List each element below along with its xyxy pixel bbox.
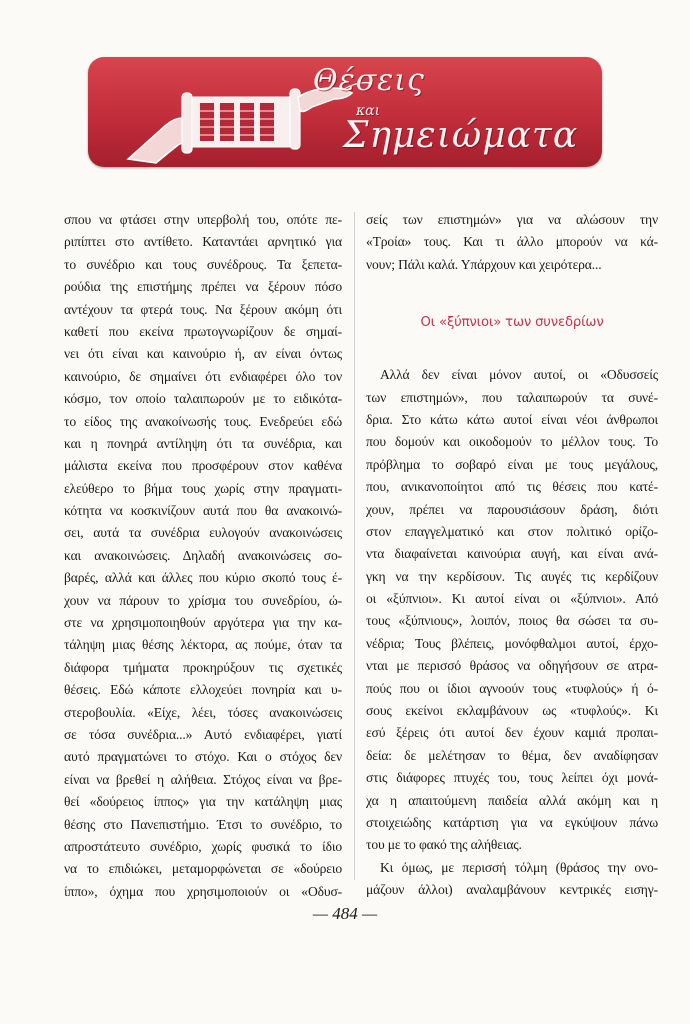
- banner-title-line-1: Θέσεις: [313, 63, 425, 98]
- text-line: χουν να πάρουν το χρίσμα του συνεδρίου, ώ-: [64, 592, 342, 608]
- text-line: «Τροία» τους. Και τι άλλο μπορούν να κά-: [366, 234, 658, 250]
- text-line: στε να χρησιμοποιηθούν αργότερα για την κα-: [64, 615, 342, 631]
- text-line: στις διάφορες πτυχές του, τους λείπει όχι μονά-: [366, 770, 658, 786]
- text-line: που δομούν και οικοδομούν το μέλλον τους. Το: [366, 434, 658, 450]
- text-line: στον επαγγελματικό και στον πολιτικό ορίζο-: [366, 523, 658, 539]
- text-line: βαρές, αλλά και άλλες που κύριο σκοπό τους έ-: [64, 570, 342, 586]
- text-line: του με το φακό της αλήθειας.: [366, 837, 522, 853]
- text-line: χα η απαιτούμενη παιδεία αλλά ακόμη και η: [366, 792, 658, 808]
- text-line: κόσμο, τον οποίο ταλαιπωρούν με το ειδικότα-: [64, 391, 342, 407]
- text-line: καθετί που εκείνα πρωτογνωρίζουν δε σημαί-: [64, 323, 342, 339]
- text-line: και η πονηρά αντίληψη ότι τα συνέδρια, και: [64, 435, 342, 451]
- text-line: και ανακοινώσεις. Δηλαδή ανακοινώσεις σο-: [64, 547, 342, 563]
- text-line: σε τόσα συνέδρια...» Αυτό ενδιαφέρει, γιατί: [64, 726, 342, 742]
- column-divider: [354, 212, 355, 880]
- text-line: χουν, πρέπει να παρουσιάσουν δράση, διότι: [366, 501, 658, 517]
- text-line: θεί «δούρειος ίππος» για την κατάληψη μιας: [64, 794, 342, 810]
- text-line: θέσης στο Πανεπιστήμιο. Έτσι το συνέδριο, το: [64, 816, 342, 832]
- text-line: αντέχουν τα φτερά τους. Να ξέρουν ακόμη ότι: [64, 301, 342, 317]
- text-line: αυτό πραγματώνει το στόχο. Και ο στόχος δεν: [64, 749, 342, 765]
- text-line: τους «ξύπνιους», λοιπόν, ποιος θα σώσει τα συ-: [366, 613, 658, 629]
- text-line: Κι όμως, με περισσή τόλμη (θράσος την ονο-: [380, 859, 658, 875]
- text-line: ίππο», όχημα που χρησιμοποιούν οι «Οδυσ-: [64, 883, 342, 899]
- text-line: ελεύθερο το βήμα τους χωρίς στην πραγματι-: [64, 480, 342, 496]
- text-line: σους εκείνοι εκλαμβάνουν ως «τυφλούς». Κι: [366, 703, 658, 719]
- text-line: να το επιδιώκει, μεταμορφώνεται σε «δούρειο: [64, 861, 342, 877]
- text-line: των επιστημών», που ταλαιπωρούν τα συνέ-: [366, 389, 658, 405]
- text-line: κότητα να κοσκινίζουν αυτά που θα ανακοινώ-: [64, 503, 342, 519]
- text-line: μάζουν άλλοι) αναλαμβάνουν κεντρικές εισηγ-: [366, 882, 658, 898]
- text-line: γκη να την κερδίσουν. Τις αυγές τις κερδίζουν: [366, 568, 658, 584]
- text-line: εσύ ξέρεις ότι αυτοί δεν έχουν καμιά προπαι-: [366, 725, 658, 741]
- text-line: θέσεις. Εδώ κάποτε ελλοχεύει πονηρία και υ-: [64, 682, 342, 698]
- text-line: νέδρια; Τους βλέπεις, μονόφθαλμοι αυτοί, έρχο-: [366, 635, 658, 651]
- text-line: που, ανικανοποίητοι από τις θέσεις που κατέ-: [366, 479, 658, 495]
- page-number: — 484 —: [312, 904, 378, 923]
- text-line: νται με περισσό θράσος να οδηγήσουν σε ατρα-: [366, 658, 658, 674]
- text-line: το είδος της ανακοίνωσής τους. Ενεδρεύει εδώ: [64, 413, 342, 429]
- text-line: νει ότι είναι και καινούριο ή, αν είναι όντως: [64, 346, 342, 362]
- text-line: πρόβλημα το σοβαρό είναι με τους μεγάλους,: [366, 456, 658, 472]
- text-line: το συνέδριο και τους συνέδρους. Τα ξεπετα-: [64, 256, 342, 272]
- section-subheading: Οι «ξύπνιοι» των συνεδρίων: [420, 315, 604, 331]
- text-line: πούς που οι ίδιοι αγνοούν τους «τυφλούς» ή ό-: [366, 680, 658, 696]
- text-column-right: [366, 209, 658, 902]
- text-line: ντα διαφαίνεται καινούρια αυγή, και είναι ανά-: [366, 546, 658, 562]
- banner-title-line-3: Σημειώματα: [343, 115, 579, 156]
- text-line: διάφορα τμήματα προκηρύξουν τις σχετικές: [64, 659, 342, 675]
- text-line: σει, αυτά τα συνέδρια ευλογούν ανακοινώσεις: [64, 525, 342, 541]
- text-line: ρούδια της επιστήμης πρέπει να ξέρουν πόσο: [64, 279, 342, 295]
- text-line: στεροβουλία. «Είχε, λέει, τόσες ανακοινώσεις: [64, 704, 342, 720]
- text-column-left: [64, 209, 342, 903]
- text-line: σείς των επιστημών» για να αλώσουν την: [366, 212, 658, 227]
- text-line: νουν; Πάλι καλά. Υπάρχουν και χειρότερα...: [366, 256, 602, 272]
- text-line: μάλιστα εκείνα που προσφέρουν στον καθένα: [64, 458, 342, 474]
- banner-title-line-2: και: [356, 103, 381, 119]
- text-line: τάληψη μιας θέσης λέκτορα, ας πούμε, όταν τα: [64, 637, 342, 653]
- text-line: δρια. Στο κάτω κάτω αυτοί είναι νέοι άνθρωποι: [366, 411, 658, 427]
- text-line: σπου να φτάσει στην υπερβολή του, οπότε πε-: [64, 212, 342, 227]
- header-banner: [88, 57, 602, 167]
- text-line: οι «ξύπνιοι». Κι αυτοί είναι οι «ξύπνιοι». Από: [366, 591, 658, 607]
- text-line: καινούριο, δε σημαίνει ότι ενδιαφέρει όλο τον: [64, 368, 342, 384]
- text-line: Αλλά δεν είναι μόνον αυτοί, οι «Οδυσσείς: [380, 367, 658, 383]
- text-line: δεία: δε μελέτησαν το θέμα, δεν αναδίφησαν: [366, 747, 658, 763]
- text-line: στοιχειώδης κατάρτιση για να εγκύψουν πάνω: [366, 814, 658, 830]
- text-line: ριπίπτει στο αντίθετο. Καταντάει αρνητικό για: [64, 234, 342, 250]
- text-line: απροστάτευτο συνέδριο, χωρίς φυσικά το ίδιο: [64, 838, 342, 854]
- text-line: είναι να βρεθεί η αλήθεια. Στόχος είναι να βρε-: [64, 771, 342, 787]
